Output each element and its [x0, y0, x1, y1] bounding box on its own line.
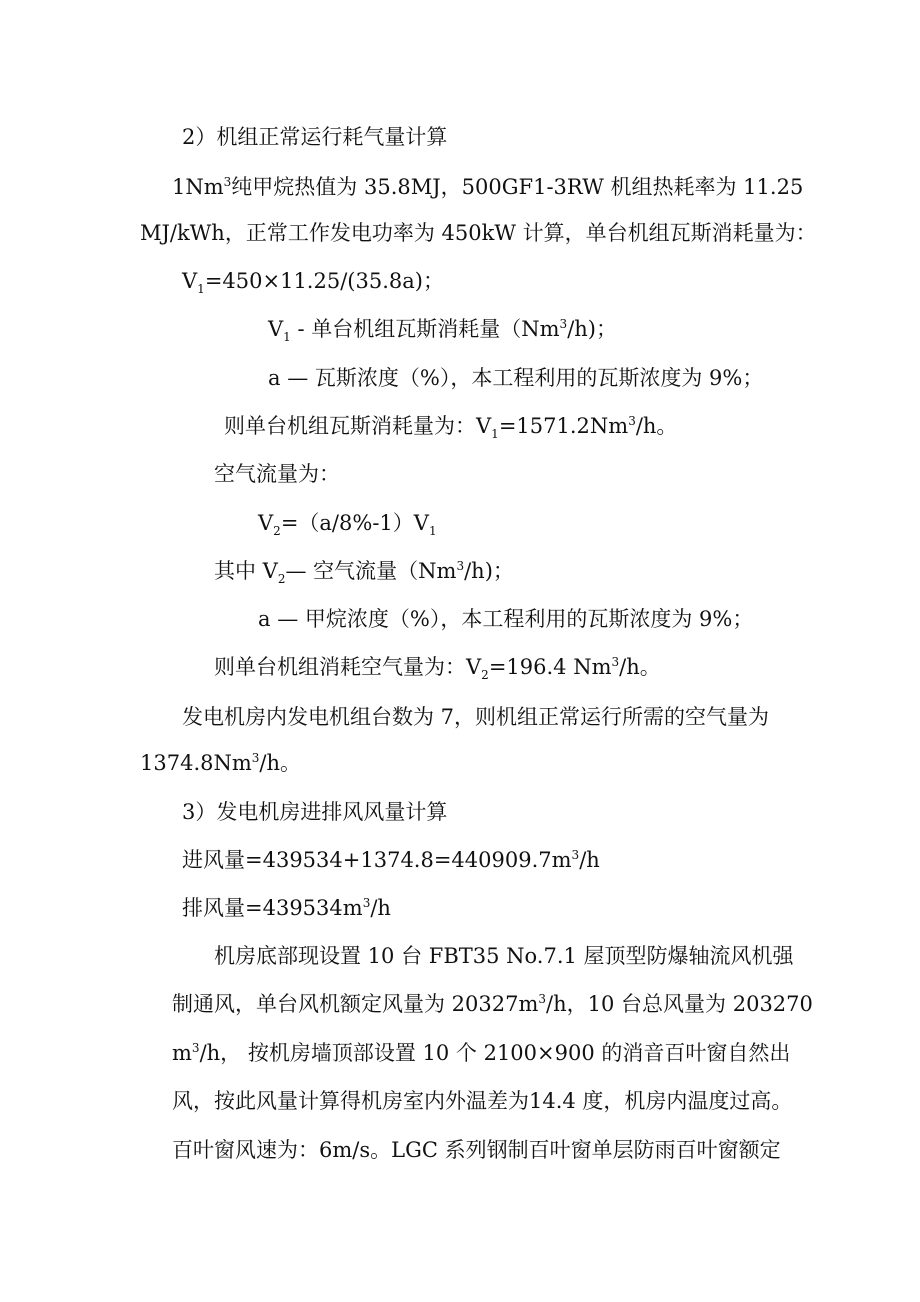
result-line	[224, 411, 677, 441]
text-run: 2）机组正常运行耗气量计算	[182, 125, 448, 149]
text-run: V	[268, 317, 284, 341]
text-run: 纯甲烷热值为 35.8MJ，500GF1-3RW 机组热耗率为 11.25	[231, 175, 804, 199]
section-heading	[182, 797, 447, 827]
text-run: V	[258, 511, 274, 535]
variable-definition	[258, 604, 753, 634]
text-run: 1Nm	[172, 175, 224, 199]
paragraph-line	[182, 702, 769, 732]
superscript: 3	[191, 1041, 200, 1055]
text-run: /h。	[619, 655, 661, 679]
text-run: =450×11.25/(35.8a)；	[204, 269, 444, 293]
text-run: 其中 V	[214, 559, 278, 583]
text-run: 百叶窗风速为：6m/s。LGC 系列钢制百叶窗单层防雨百叶窗额定	[172, 1138, 781, 1162]
text-run: 进风量=439534+1374.8=440909.7m	[182, 848, 572, 872]
paragraph-line	[140, 218, 817, 248]
text-run: /h。	[635, 414, 678, 438]
formula-line	[182, 845, 600, 875]
superscript: 3	[362, 896, 371, 910]
text-run: - 单台机组瓦斯消耗量（Nm	[290, 317, 560, 341]
section-heading	[182, 122, 447, 152]
text-run: 排风量=439534m	[182, 896, 363, 920]
variable-definition	[268, 314, 617, 344]
text-run: V	[182, 269, 198, 293]
text-run: =（a/8%-1）V	[280, 511, 429, 535]
paragraph-line	[172, 1086, 792, 1116]
text-run: 1374.8Nm	[140, 751, 252, 775]
paragraph-line	[214, 941, 794, 971]
variable-definition	[214, 556, 514, 586]
superscript: 3	[538, 992, 547, 1006]
text-run: a — 甲烷浓度（%），本工程利用的瓦斯浓度为 9%；	[258, 607, 754, 631]
superscript: 3	[251, 751, 260, 765]
text-run: 制通风，单台风机额定风量为 20327m	[172, 992, 539, 1016]
superscript: 3	[223, 175, 232, 189]
text-run: /h	[370, 896, 391, 920]
superscript: 3	[611, 655, 620, 669]
paragraph-line	[172, 172, 803, 202]
text-run: 风，按此风量计算得机房室内外温差为14.4 度，机房内温度过高。	[172, 1089, 793, 1113]
paragraph-line	[172, 1038, 790, 1068]
text-run: /h	[579, 848, 600, 872]
subscript: 2	[277, 572, 286, 586]
text-run: /h)；	[464, 559, 514, 583]
text-run: /h， 按机房墙顶部设置 10 个 2100×900 的消音百叶窗自然出	[199, 1041, 791, 1065]
text-run: 机房底部现设置 10 台 FBT35 No.7.1 屋顶型防爆轴流风机强	[214, 944, 794, 968]
text-run: 则单台机组消耗空气量为：V	[214, 655, 482, 679]
variable-definition	[268, 363, 763, 393]
subscript: 1	[197, 282, 205, 296]
text-run: 3）发电机房进排风风量计算	[182, 800, 448, 824]
text-run: 则单台机组瓦斯消耗量为：V	[224, 414, 492, 438]
text-run: MJ/kWh，正常工作发电功率为 450kW 计算，单台机组瓦斯消耗量为：	[140, 221, 817, 245]
text-run: /h，10 台总风量为 203270	[546, 992, 813, 1016]
text-run: m	[172, 1041, 192, 1065]
text-run: — 空气流量（Nm	[285, 559, 457, 583]
formula-line	[182, 893, 391, 923]
formula-line	[182, 266, 444, 296]
text-run: 发电机房内发电机组台数为 7，则机组正常运行所需的空气量为	[182, 705, 770, 729]
result-line	[214, 652, 661, 682]
subscript: 2	[481, 668, 489, 682]
paragraph-line	[214, 459, 340, 489]
subscript: 1	[283, 330, 291, 344]
subscript: 1	[428, 524, 437, 538]
formula-line	[258, 508, 437, 538]
superscript: 3	[456, 559, 465, 573]
superscript: 3	[571, 848, 580, 862]
paragraph-line	[172, 1135, 781, 1165]
superscript: 3	[559, 317, 568, 331]
subscript: 2	[273, 524, 281, 538]
text-run: =1571.2Nm	[498, 414, 629, 438]
text-run: 空气流量为：	[214, 462, 340, 486]
text-run: a — 瓦斯浓度（%），本工程利用的瓦斯浓度为 9%；	[268, 366, 764, 390]
text-run: /h)；	[567, 317, 617, 341]
paragraph-line	[140, 748, 301, 778]
subscript: 1	[491, 427, 499, 441]
superscript: 3	[628, 414, 636, 428]
text-run: /h。	[259, 751, 302, 775]
text-run: =196.4 Nm	[488, 655, 612, 679]
paragraph-line	[172, 989, 813, 1019]
